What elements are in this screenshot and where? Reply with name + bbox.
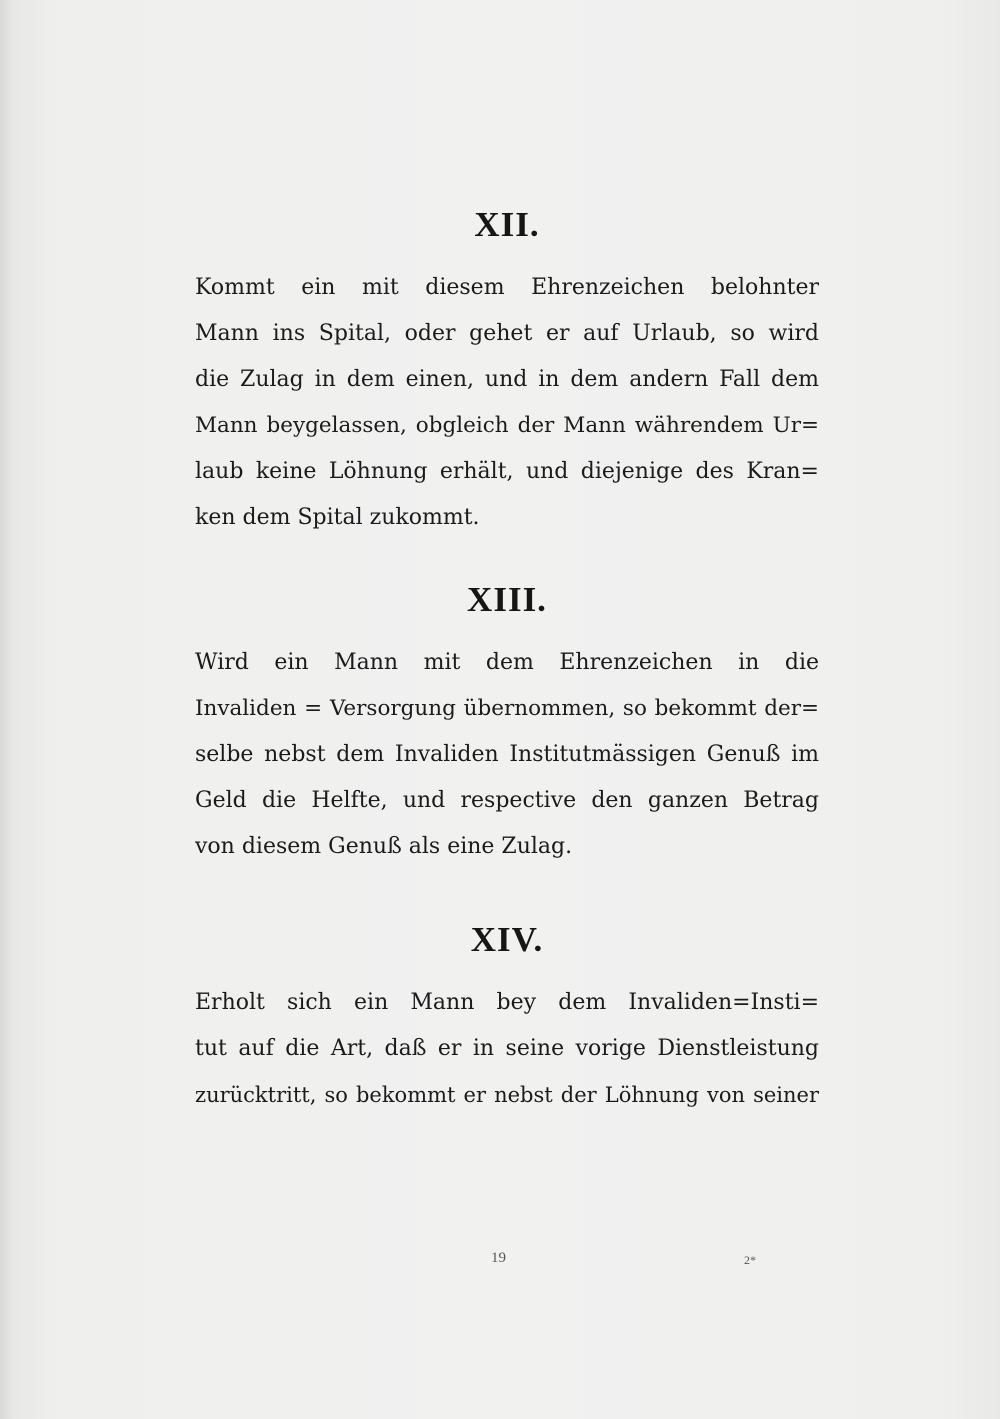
text-line: tut auf die Art, daß er in seine vorige Dienstleistung: [195, 1036, 819, 1061]
text-line: selbe nebst dem Invaliden Institutmässigen Genuß im: [195, 742, 819, 767]
text-line: Mann beygelassen, obgleich der Mann währendem Ur=: [195, 413, 819, 438]
section-xiv: [195, 918, 819, 1118]
section-xiii: [195, 578, 819, 870]
text-line: Erholt sich ein Mann bey dem Invaliden=Insti=: [195, 990, 819, 1015]
text-line: Mann ins Spital, oder gehet er auf Urlaub, so wird: [195, 321, 819, 346]
text-line: Kommt ein mit diesem Ehrenzeichen belohnter: [195, 275, 819, 300]
section-paragraph: [195, 265, 819, 541]
text-line: Wird ein Mann mit dem Ehrenzeichen in die: [195, 650, 819, 675]
text-line: ken dem Spital zukommt.: [195, 505, 480, 530]
page-number: 19: [491, 1250, 506, 1266]
section-heading: XII.: [474, 205, 540, 244]
section-heading: XIV.: [470, 920, 544, 959]
section-heading: XIII.: [467, 580, 547, 619]
text-line: laub keine Löhnung erhält, und diejenige des Kran=: [195, 459, 819, 484]
text-line: zurücktritt, so bekommt er nebst der Löhnung von seiner: [195, 1083, 819, 1107]
text-line: von diesem Genuß als eine Zulag.: [195, 834, 573, 859]
text-line: die Zulag in dem einen, und in dem andern Fall dem: [195, 367, 819, 392]
text-line: Invaliden = Versorgung übernommen, so bekommt der=: [195, 696, 819, 721]
text-line: Geld die Helfte, und respective den ganzen Betrag: [195, 788, 819, 813]
signature-mark: 2*: [744, 1253, 756, 1267]
section-paragraph: [195, 640, 819, 870]
section-paragraph: [195, 980, 819, 1118]
page-binding-shadow: [0, 0, 14, 1419]
section-xii: [195, 203, 819, 541]
